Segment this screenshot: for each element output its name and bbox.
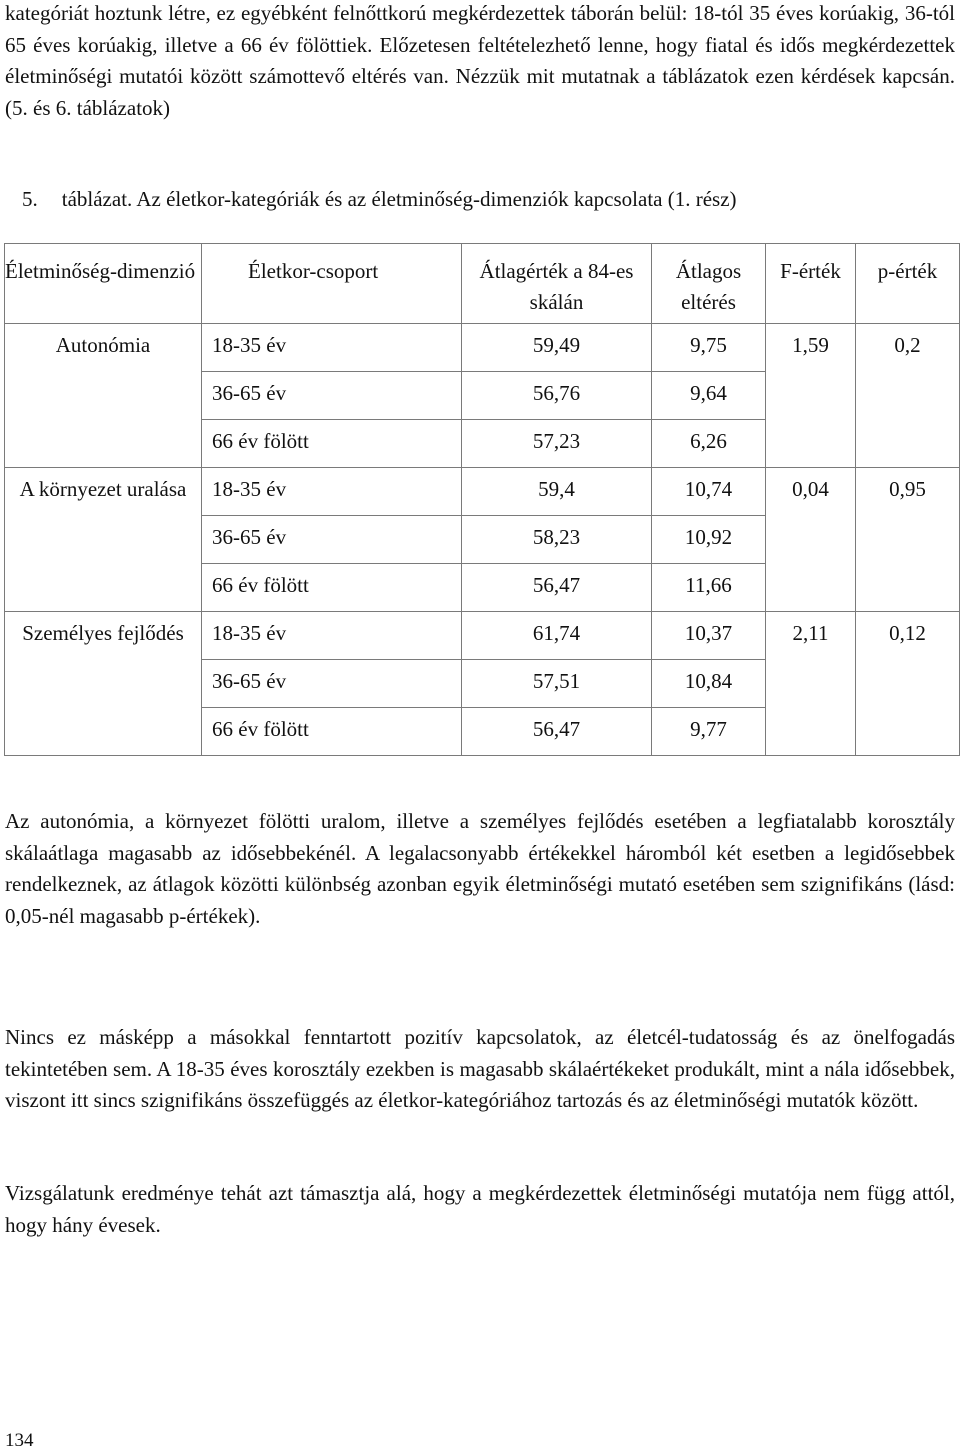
dimension-cell: A környezet uralása [5, 468, 202, 612]
sd-cell: 6,26 [652, 420, 766, 468]
header-std-dev: Átlagos eltérés [652, 244, 766, 324]
mean-cell: 59,49 [462, 324, 652, 372]
intro-paragraph: kategóriát hoztunk létre, ez egyébként felnőttkorú megkérdezettek táborán belül: 18-tól 35 éves korúakig, 36-tól 65 éves korúakig, illetve a 66 év fölöttiek. Előzetesen feltételezhető lenne, hogy fiatal és idős megkérdezettek életminőségi mutatói között számottevő eltérés van. Nézzük mit mutatnak a táblázatok ezen kérdések kapcsán. (5. és 6. táblázatok) [5, 1, 955, 120]
sd-cell: 10,92 [652, 516, 766, 564]
table-caption-text: táblázat. Az életkor-kategóriák és az életminőség-dimenziók kapcsolata (1. rész) [61, 187, 737, 211]
sd-cell: 9,77 [652, 708, 766, 756]
sd-cell: 10,84 [652, 660, 766, 708]
age-cell: 66 év fölött [202, 564, 462, 612]
header-age-group: Életkor-csoport [202, 244, 462, 324]
mean-cell: 56,76 [462, 372, 652, 420]
mean-cell: 61,74 [462, 612, 652, 660]
f-value-cell: 1,59 [766, 324, 856, 468]
mean-cell: 58,23 [462, 516, 652, 564]
age-cell: 36-65 év [202, 516, 462, 564]
sd-cell: 9,75 [652, 324, 766, 372]
mean-cell: 59,4 [462, 468, 652, 516]
table-row [5, 324, 960, 372]
header-dimension: Életminőség-dimenzió [5, 244, 202, 324]
age-cell: 18-35 év [202, 468, 462, 516]
table-row [5, 468, 960, 516]
sd-cell: 10,74 [652, 468, 766, 516]
body-paragraph: Nincs ez másképp a másokkal fenntartott pozitív kapcsolatok, az életcél-tudatosság és az önelfogadás tekintetében sem. A 18-35 éves korosztály ezekben is magasabb skálaértékeket produkált, mint a nála idősebbek, viszont itt sincs szignifikáns összefüggés az életkor-kategóriához tartozás és az életminőségi mutatók között. [5, 1025, 955, 1112]
body-paragraph: Vizsgálatunk eredménye tehát azt támasztja alá, hogy a megkérdezettek életminőségi mutatója nem függ attól, hogy hány évesek. [5, 1181, 955, 1237]
table-caption [22, 184, 737, 214]
table-header-row [5, 244, 960, 324]
header-mean: Átlagérték a 84-es skálán [462, 244, 652, 324]
table-caption-number: 5. [22, 187, 38, 211]
age-cell: 18-35 év [202, 612, 462, 660]
p-value-cell: 0,12 [856, 612, 960, 756]
page-number: 134 [5, 1430, 34, 1451]
mean-cell: 56,47 [462, 564, 652, 612]
mean-cell: 57,23 [462, 420, 652, 468]
dimension-cell: Autonómia [5, 324, 202, 468]
age-cell: 66 év fölött [202, 708, 462, 756]
age-cell: 66 év fölött [202, 420, 462, 468]
body-paragraph: Az autonómia, a környezet fölötti uralom, illetve a személyes fejlődés esetében a legfiatalabb korosztály skálaátlaga magasabb az idősebbekénél. A legalacsonyabb értékekkel háromból két esetben a legidősebbek rendelkeznek, az átlagok közötti különbség azonban egyik életminőségi mutató esetében sem szignifikáns (lásd: 0,05-nél magasabb p-értékek). [5, 809, 955, 928]
p-value-cell: 0,95 [856, 468, 960, 612]
age-cell: 36-65 év [202, 660, 462, 708]
mean-cell: 56,47 [462, 708, 652, 756]
header-f-value: F-érték [766, 244, 856, 324]
sd-cell: 10,37 [652, 612, 766, 660]
sd-cell: 11,66 [652, 564, 766, 612]
p-value-cell: 0,2 [856, 324, 960, 468]
f-value-cell: 2,11 [766, 612, 856, 756]
f-value-cell: 0,04 [766, 468, 856, 612]
age-cell: 18-35 év [202, 324, 462, 372]
table-row [5, 612, 960, 660]
age-quality-table [4, 243, 960, 756]
mean-cell: 57,51 [462, 660, 652, 708]
dimension-cell: Személyes fejlődés [5, 612, 202, 756]
age-cell: 36-65 év [202, 372, 462, 420]
sd-cell: 9,64 [652, 372, 766, 420]
header-p-value: p-érték [856, 244, 960, 324]
